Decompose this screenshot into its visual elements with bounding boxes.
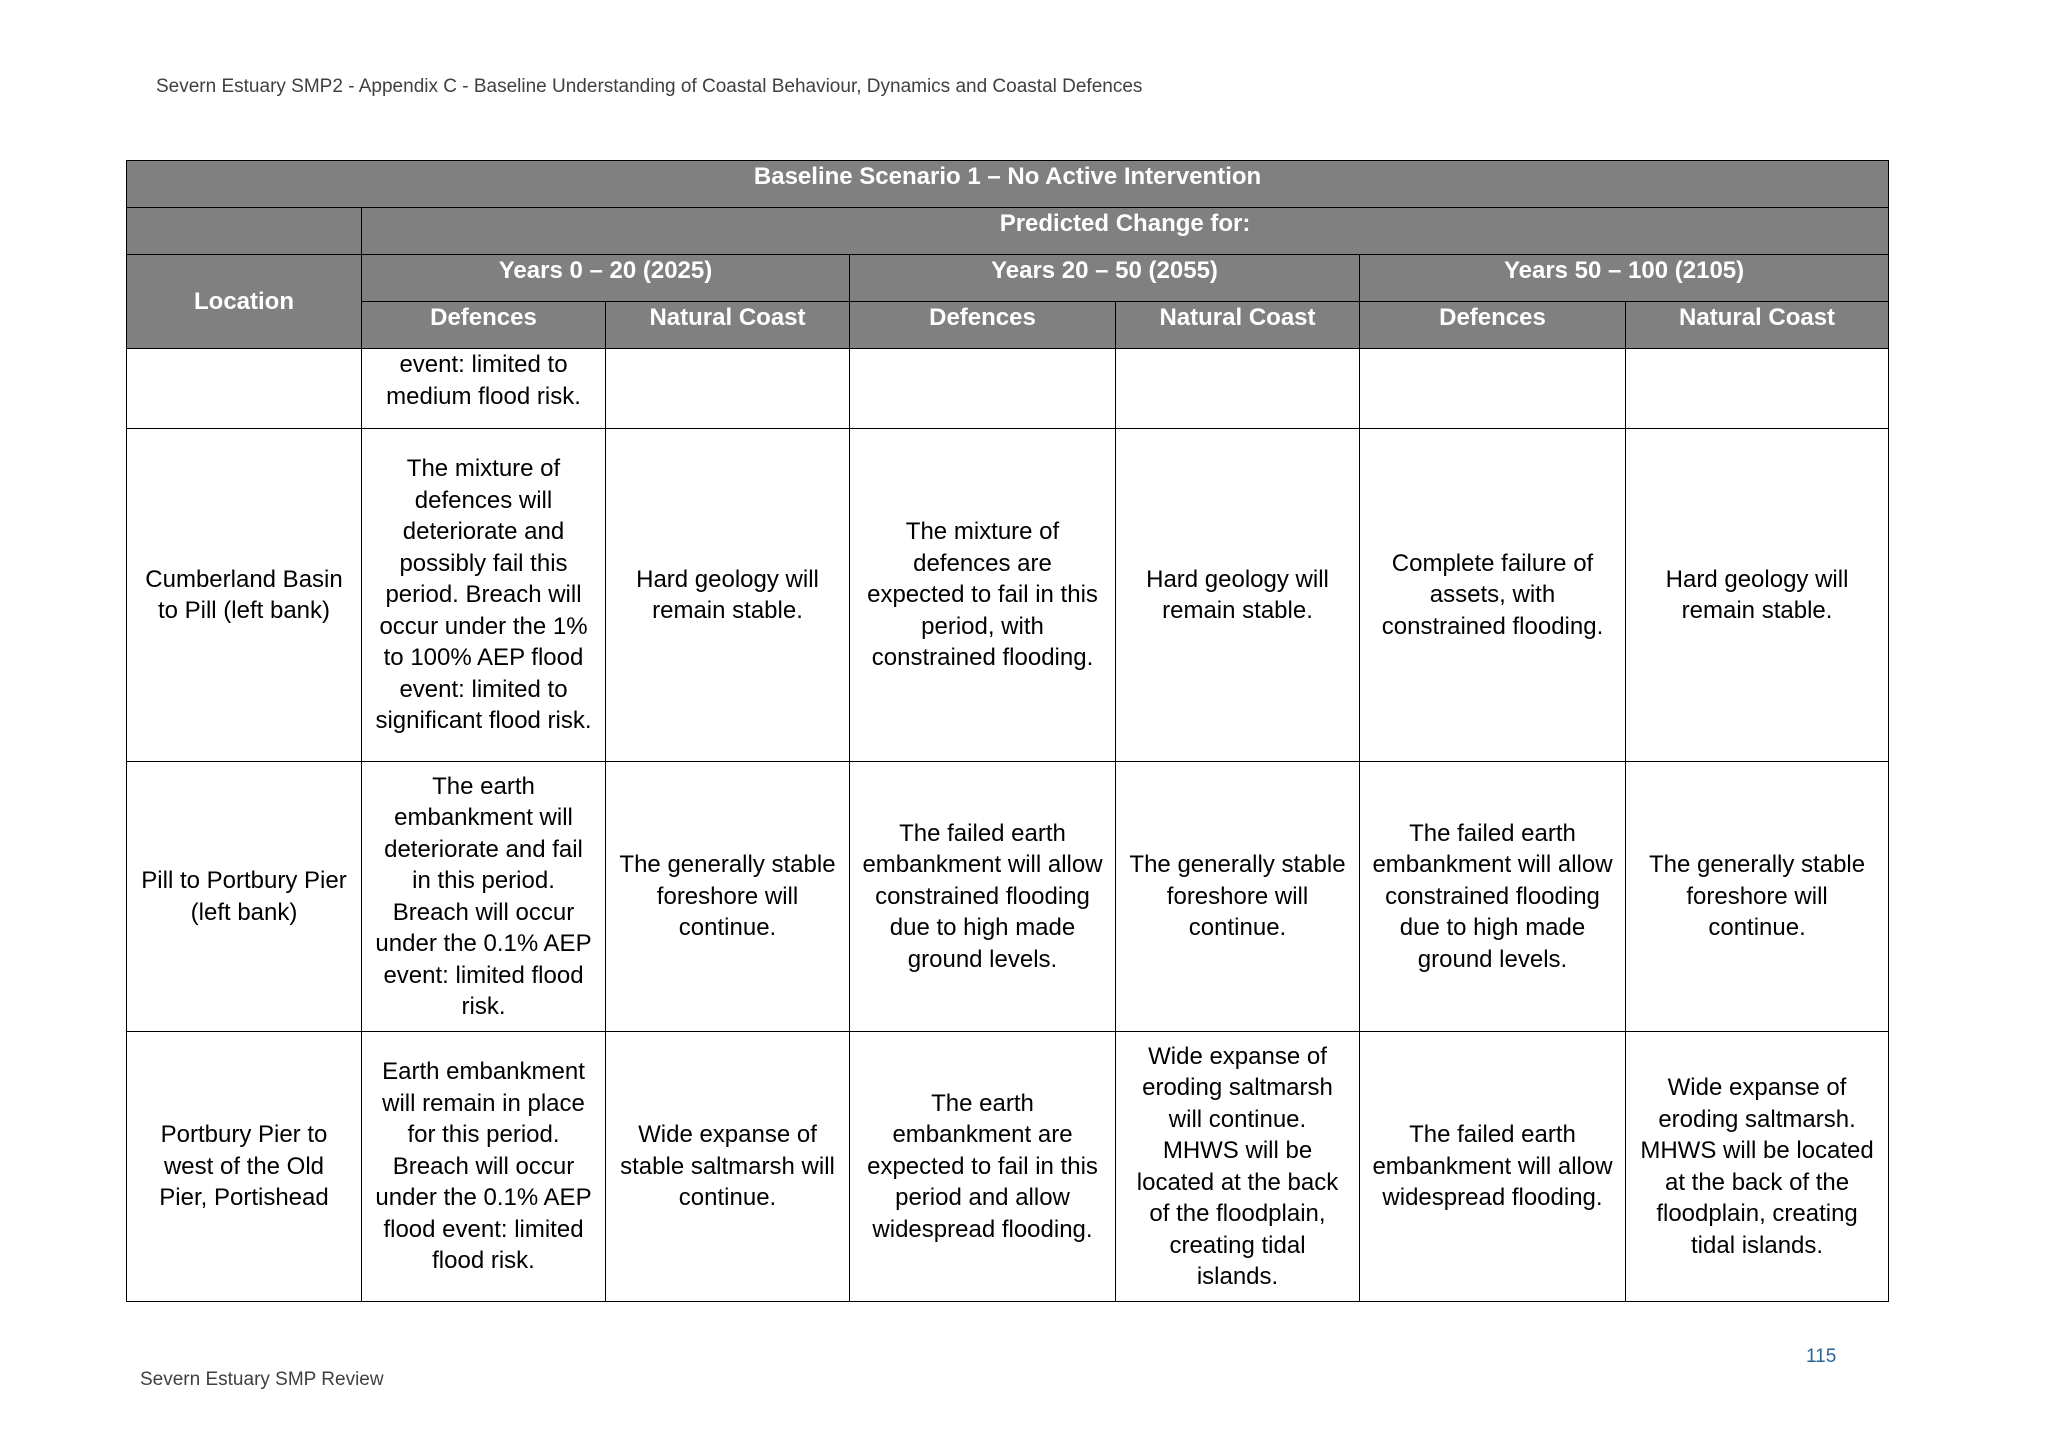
- natural-coast-cell: The generally stable foreshore will continue.: [606, 762, 850, 1032]
- subheader-defences: Defences: [850, 302, 1116, 349]
- predicted-change-header: Predicted Change for:: [362, 208, 1889, 255]
- table-row: [127, 349, 1889, 429]
- table-row: [127, 1032, 1889, 1302]
- defences-cell: The earth embankment will deteriorate and fail in this period. Breach will occur under the 0.1% AEP event: limited flood risk.: [362, 762, 606, 1032]
- defences-cell: Earth embankment will remain in place for this period. Breach will occur under the 0.1% AEP flood event: limited flood risk.: [362, 1032, 606, 1302]
- natural-coast-cell: The generally stable foreshore will continue.: [1626, 762, 1889, 1032]
- natural-coast-cell: The generally stable foreshore will continue.: [1116, 762, 1360, 1032]
- table-row: [127, 762, 1889, 1032]
- natural-coast-cell: [606, 349, 850, 429]
- table-row: [127, 429, 1889, 762]
- period-header-0-20: Years 0 – 20 (2025): [362, 255, 850, 302]
- natural-coast-cell: Wide expanse of eroding saltmarsh will continue. MHWS will be located at the back of the floodplain, creating tidal islands.: [1116, 1032, 1360, 1302]
- subheader-natural-coast: Natural Coast: [1626, 302, 1889, 349]
- subheader-natural-coast: Natural Coast: [1116, 302, 1360, 349]
- natural-coast-cell: [1626, 349, 1889, 429]
- location-cell: Cumberland Basin to Pill (left bank): [127, 429, 362, 762]
- location-cell: Portbury Pier to west of the Old Pier, Portishead: [127, 1032, 362, 1302]
- defences-cell: [850, 349, 1116, 429]
- running-footer: Severn Estuary SMP Review: [140, 1369, 384, 1390]
- subheader-defences: Defences: [362, 302, 606, 349]
- location-cell: [127, 349, 362, 429]
- running-header: Severn Estuary SMP2 - Appendix C - Baseline Understanding of Coastal Behaviour, Dynamics and Coastal Defences: [156, 76, 1143, 97]
- defences-cell: The failed earth embankment will allow constrained flooding due to high made ground levels.: [850, 762, 1116, 1032]
- natural-coast-cell: Wide expanse of eroding saltmarsh. MHWS will be located at the back of the floodplain, creating tidal islands.: [1626, 1032, 1889, 1302]
- defences-cell: The mixture of defences are expected to fail in this period, with constrained flooding.: [850, 429, 1116, 762]
- defences-cell: The mixture of defences will deteriorate and possibly fail this period. Breach will occur under the 1% to 100% AEP flood event: limited to significant flood risk.: [362, 429, 606, 762]
- natural-coast-cell: Hard geology will remain stable.: [606, 429, 850, 762]
- subheader-defences: Defences: [1360, 302, 1626, 349]
- defences-cell: Complete failure of assets, with constrained flooding.: [1360, 429, 1626, 762]
- subheader-natural-coast: Natural Coast: [606, 302, 850, 349]
- natural-coast-cell: [1116, 349, 1360, 429]
- defences-cell: The earth embankment are expected to fail in this period and allow widespread flooding.: [850, 1032, 1116, 1302]
- empty-header-cell: [127, 208, 362, 255]
- defences-cell: The failed earth embankment will allow constrained flooding due to high made ground levels.: [1360, 762, 1626, 1032]
- period-header-20-50: Years 20 – 50 (2055): [850, 255, 1360, 302]
- natural-coast-cell: Hard geology will remain stable.: [1116, 429, 1360, 762]
- baseline-scenario-table: [126, 160, 1889, 1302]
- natural-coast-cell: Wide expanse of stable saltmarsh will continue.: [606, 1032, 850, 1302]
- defences-cell: The failed earth embankment will allow widespread flooding.: [1360, 1032, 1626, 1302]
- defences-cell: event: limited to medium flood risk.: [362, 349, 606, 429]
- table-title: Baseline Scenario 1 – No Active Intervention: [127, 161, 1889, 208]
- defences-cell: [1360, 349, 1626, 429]
- location-header: Location: [127, 255, 362, 349]
- page-number: 115: [1806, 1346, 1837, 1367]
- location-cell: Pill to Portbury Pier (left bank): [127, 762, 362, 1032]
- period-header-50-100: Years 50 – 100 (2105): [1360, 255, 1889, 302]
- natural-coast-cell: Hard geology will remain stable.: [1626, 429, 1889, 762]
